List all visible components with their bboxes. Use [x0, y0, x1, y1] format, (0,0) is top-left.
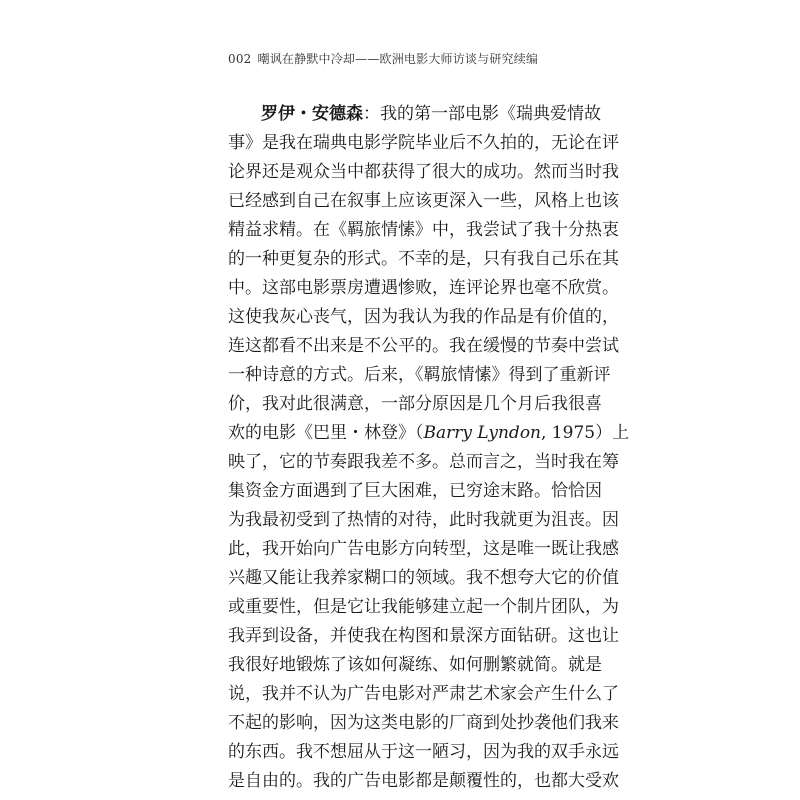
film-year: , 1975: [541, 423, 596, 443]
text-line: 事》是我在瑞典电影学院毕业后不久拍的，无论在评: [228, 133, 619, 153]
film-title-latin: Barry Lyndon: [423, 423, 541, 443]
text-line: 说，我并不认为广告电影对严肃艺术家会产生什么了: [228, 684, 619, 704]
text-line: 这使我灰心丧气，因为我认为我的作品是有价值的，: [228, 307, 619, 327]
text-line: 罗伊・安德森：我的第一部电影《瑞典爱情故: [261, 104, 601, 124]
text-line: 连这都看不出来是不公平的。我在缓慢的节奏中尝试: [228, 336, 619, 356]
speaker-name: 罗伊・安德森: [261, 104, 363, 124]
text-line: 中。这部电影票房遭遇惨败，连评论界也毫不欣赏。: [228, 278, 619, 298]
text-line: 集资金方面遇到了巨大困难，已穷途末路。恰恰因: [228, 481, 602, 501]
interview-text: [228, 100, 630, 796]
running-header: [228, 50, 538, 67]
text-line: 不起的影响，因为这类电影的厂商到处抄袭他们我来: [228, 713, 619, 733]
text-line: 价，我对此很满意，一部分原因是几个月后我很喜: [228, 394, 602, 414]
text-line: 此，我开始向广告电影方向转型，这是唯一既让我感: [228, 539, 619, 559]
text-line: 的一种更复杂的形式。不幸的是，只有我自己乐在其: [228, 249, 619, 269]
text-line: 兴趣又能让我养家糊口的领域。我不想夸大它的价值: [228, 568, 619, 588]
text-line: 为我最初受到了热情的对待，此时我就更为沮丧。因: [228, 510, 619, 530]
text-line: 是自由的。我的广告电影都是颠覆性的，也都大受欢: [228, 771, 619, 791]
text-line: 已经感到自己在叙事上应该更深入一些，风格上也该: [228, 191, 619, 211]
text-line: 映了，它的节奏跟我差不多。总而言之，当时我在筹: [228, 452, 619, 472]
book-title: 嘲讽在静默中冷却——欧洲电影大师访谈与研究续编: [257, 52, 539, 66]
text-line: 的东西。我不想屈从于这一陋习，因为我的双手永远: [228, 742, 619, 762]
text-line: 或重要性，但是它让我能够建立起一个制片团队，为: [228, 597, 619, 617]
page-number: 002: [228, 52, 252, 66]
text-line: 一种诗意的方式。后来，《羁旅情愫》得到了重新评: [228, 365, 611, 385]
text-line: 精益求精。在《羁旅情愫》中，我尝试了我十分热衷: [228, 220, 619, 240]
text-line: 欢的电影《巴里・林登》（Barry Lyndon, 1975）上: [228, 423, 630, 443]
text-line: 我弄到设备，并使我在构图和景深方面钻研。这也让: [228, 626, 619, 646]
text-line: 我很好地锻炼了该如何凝练、如何删繁就简。就是: [228, 655, 602, 675]
text-line: 论界还是观众当中都获得了很大的成功。然而当时我: [228, 162, 619, 182]
